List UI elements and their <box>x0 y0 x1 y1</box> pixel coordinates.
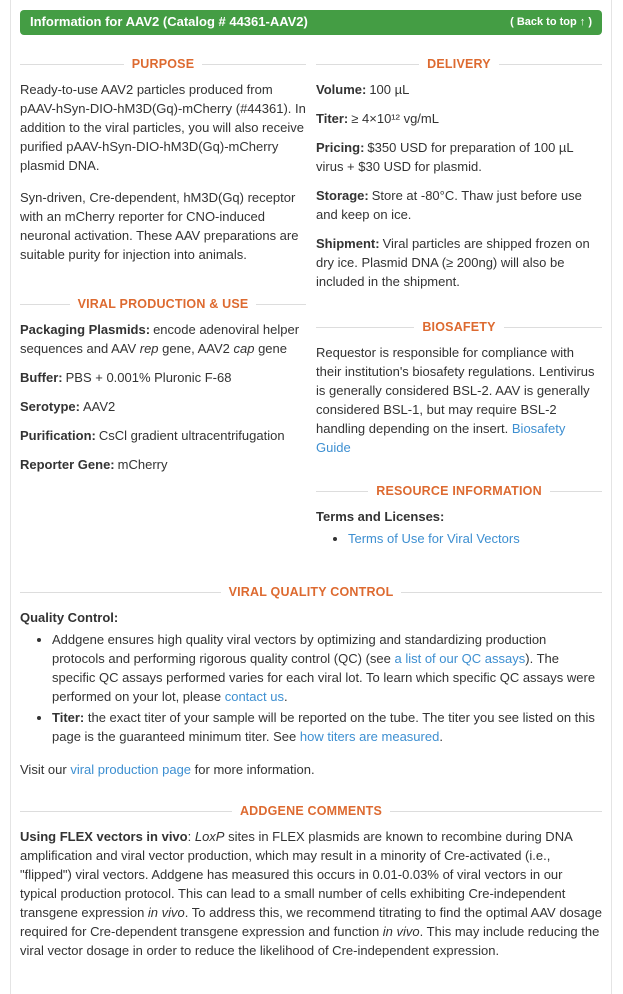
aav-info-panel <box>10 0 612 994</box>
text-segment: Titer: <box>52 710 85 726</box>
field-label: Buffer: <box>20 370 63 386</box>
addgene-comments-section <box>20 802 602 961</box>
purpose-heading <box>20 55 306 73</box>
text-segment: in vivo <box>147 905 185 921</box>
text-segment: LoxP <box>194 829 225 845</box>
viral-quality-control-heading <box>20 583 602 601</box>
volume-row <box>316 81 602 100</box>
divider-line <box>316 491 368 492</box>
titer-row <box>316 110 602 129</box>
viral-quality-control-section <box>20 583 602 780</box>
text-segment: Requestor is responsible for compliance with their institution's biosafety regulations. Lentivirus is generally considered BSL-2. AAV is generally considered BSL-1, but may require BSL-2 handling depending on the insert. <box>316 345 595 437</box>
text-segment: Addgene ensures high quality viral vectors by optimizing and standardizing production protocols and performing rigorous quality control (QC) (see <box>52 632 547 667</box>
divider-line <box>401 592 602 593</box>
left-column <box>20 47 306 557</box>
delivery-heading-label: DELIVERY <box>427 56 491 71</box>
field-value <box>83 399 115 414</box>
back-to-top-link[interactable]: ( Back to top ↑ ) <box>510 16 592 29</box>
reporter-gene-row <box>20 456 306 475</box>
text-segment: encode adenoviral helper sequences and AAV <box>20 322 300 357</box>
viral-production-heading <box>20 295 306 313</box>
text-segment: Syn-driven, Cre-dependent, hM3D(Gq) receptor with an mCherry reporter for CNO-induced neuronal activation. These AAV preparations are suitable purity for injection into animals. <box>20 190 299 262</box>
serotype-row <box>20 398 306 417</box>
terms-and-licenses-label <box>316 508 602 527</box>
text-segment: Viral particles are shipped frozen on dry ice. Plasmid DNA (≥ 200ng) will also be included in the shipment. <box>316 236 590 289</box>
divider-line <box>256 304 306 305</box>
text-segment: mCherry <box>117 457 168 473</box>
text-segment: CsCl gradient ultracentrifugation <box>98 428 285 444</box>
field-label: Packaging Plasmids: <box>20 322 151 338</box>
field-label: Pricing: <box>316 140 365 156</box>
contact-us-link[interactable]: contact us <box>224 689 284 705</box>
packaging-plasmids-row <box>20 321 306 359</box>
field-label: Shipment: <box>316 236 380 252</box>
viral-production-page-link[interactable]: viral production page <box>70 762 192 778</box>
divider-line <box>504 327 602 328</box>
divider-line <box>20 64 124 65</box>
divider-line <box>390 811 602 812</box>
addgene-comments-heading <box>20 802 602 820</box>
field-value <box>99 428 285 443</box>
shipment-row <box>316 235 602 292</box>
divider-line <box>316 64 419 65</box>
field-label: Reporter Gene: <box>20 457 115 473</box>
list-item <box>52 709 602 747</box>
viral-quality-control-heading-label: VIRAL QUALITY CONTROL <box>228 585 394 600</box>
text-segment: . This may include reducing the viral vector dosage in order to reduce the likelihood of Cre-independent expression. <box>20 924 600 959</box>
text-segment: for more information. <box>191 762 315 778</box>
right-column <box>316 47 602 557</box>
text-segment: ≥ 4×10¹² vg/mL <box>351 111 439 127</box>
field-label: Purification: <box>20 428 96 444</box>
buffer-row <box>20 369 306 388</box>
terms-of-use-link[interactable]: Terms of Use for Viral Vectors <box>348 531 520 547</box>
text-segment: gene, AAV2 <box>158 341 234 357</box>
text-segment: $350 USD for preparation of 100 µL virus + $30 USD for plasmid. <box>316 140 574 175</box>
text-segment: Visit our <box>20 762 71 778</box>
qc-bullet-1 <box>52 632 595 704</box>
list-item <box>52 631 602 707</box>
text-segment: . To address this, we recommend titrating to find the optimal AAV dosage required for Cre-dependent transgene expression and function <box>20 905 602 940</box>
field-value <box>118 457 168 472</box>
delivery-heading <box>316 55 602 73</box>
quality-control-label: Quality Control: <box>20 610 119 626</box>
purpose-paragraph-2 <box>20 189 306 265</box>
qc-footer <box>20 761 602 780</box>
field-label: Titer: <box>316 111 349 127</box>
titer-measurement-link[interactable]: how titers are measured <box>299 729 440 745</box>
text-segment: : <box>187 829 195 845</box>
purpose-heading-label: PURPOSE <box>131 56 195 71</box>
text-segment: . <box>439 729 443 745</box>
purpose-paragraph-1 <box>20 81 306 176</box>
addgene-comments-heading-label: ADDGENE COMMENTS <box>239 804 383 819</box>
text-segment: 100 µL <box>369 82 410 98</box>
addgene-comments-paragraph <box>20 828 602 961</box>
text-segment: PBS + 0.001% Pluronic F-68 <box>65 370 232 386</box>
two-column-area <box>20 47 602 557</box>
field-value <box>369 82 409 97</box>
divider-line <box>20 811 232 812</box>
biosafety-guide-link[interactable]: Biosafety Guide <box>316 421 566 456</box>
field-label: Terms and Licenses: <box>316 509 445 525</box>
terms-list <box>316 530 602 549</box>
qc-bullet-2 <box>52 710 595 744</box>
text-segment: Ready-to-use AAV2 particles produced from pAAV-hSyn-DIO-hM3D(Gq)-mCherry (#44361). In addition to the viral particles, you will also receive purified pAAV-hSyn-DIO-hM3D(Gq)-mCherry plasmid DNA. <box>20 82 306 174</box>
section-title-bar <box>20 10 602 35</box>
purification-row <box>20 427 306 446</box>
field-label: Serotype: <box>20 399 80 415</box>
field-label: Storage: <box>316 188 369 204</box>
text-segment: rep <box>139 341 159 357</box>
text-segment: sites in FLEX plasmids are known to recombine during DNA amplification and viral vector production, which may result in a minority of Cre-activated (i.e., "flipped") viral vectors. Addgene has measured this occurs in 0.01-0.03% of viral vectors in our typical production protocol. This can lead to a small number of cells exhibiting Cre-independent transgene expression <box>20 829 573 921</box>
text-segment: . <box>283 689 288 705</box>
biosafety-paragraph <box>316 344 602 458</box>
text-segment: Store at -80°C. Thaw just before use and keep on ice. <box>316 188 582 223</box>
text-segment: gene <box>254 341 287 357</box>
viral-production-heading-label: VIRAL PRODUCTION & USE <box>77 296 249 311</box>
divider-line <box>550 491 602 492</box>
qc-assays-link[interactable]: a list of our QC assays <box>394 651 526 667</box>
divider-line <box>316 327 414 328</box>
text-segment: the exact titer of your sample will be reported on the tube. The titer you see listed on this page is the guaranteed minimum titer. See <box>52 710 595 745</box>
field-value <box>351 111 439 126</box>
divider-line <box>20 304 70 305</box>
field-label: Volume: <box>316 82 367 98</box>
divider-line <box>499 64 602 65</box>
resource-information-heading-label: RESOURCE INFORMATION <box>376 484 542 498</box>
field-value <box>66 370 232 385</box>
text-segment: in vivo <box>382 924 420 940</box>
text-segment: cap <box>233 341 255 357</box>
terms-bullet <box>348 531 520 546</box>
quality-control-list <box>20 631 602 747</box>
resource-information-heading <box>316 482 602 500</box>
storage-row <box>316 187 602 225</box>
text-segment: AAV2 <box>82 399 116 415</box>
page-title: Information for AAV2 (Catalog # 44361-AAV2) <box>30 14 308 29</box>
text-segment: ). The specific QC assays performed varies for each viral lot. To learn which specific QC assays were performed on your lot, please <box>52 651 596 705</box>
biosafety-heading <box>316 318 602 336</box>
biosafety-heading-label: BIOSAFETY <box>422 319 496 334</box>
list-item <box>348 530 602 549</box>
pricing-row <box>316 139 602 177</box>
divider-line <box>20 592 221 593</box>
text-segment: Using FLEX vectors in vivo <box>20 829 188 845</box>
divider-line <box>202 64 306 65</box>
